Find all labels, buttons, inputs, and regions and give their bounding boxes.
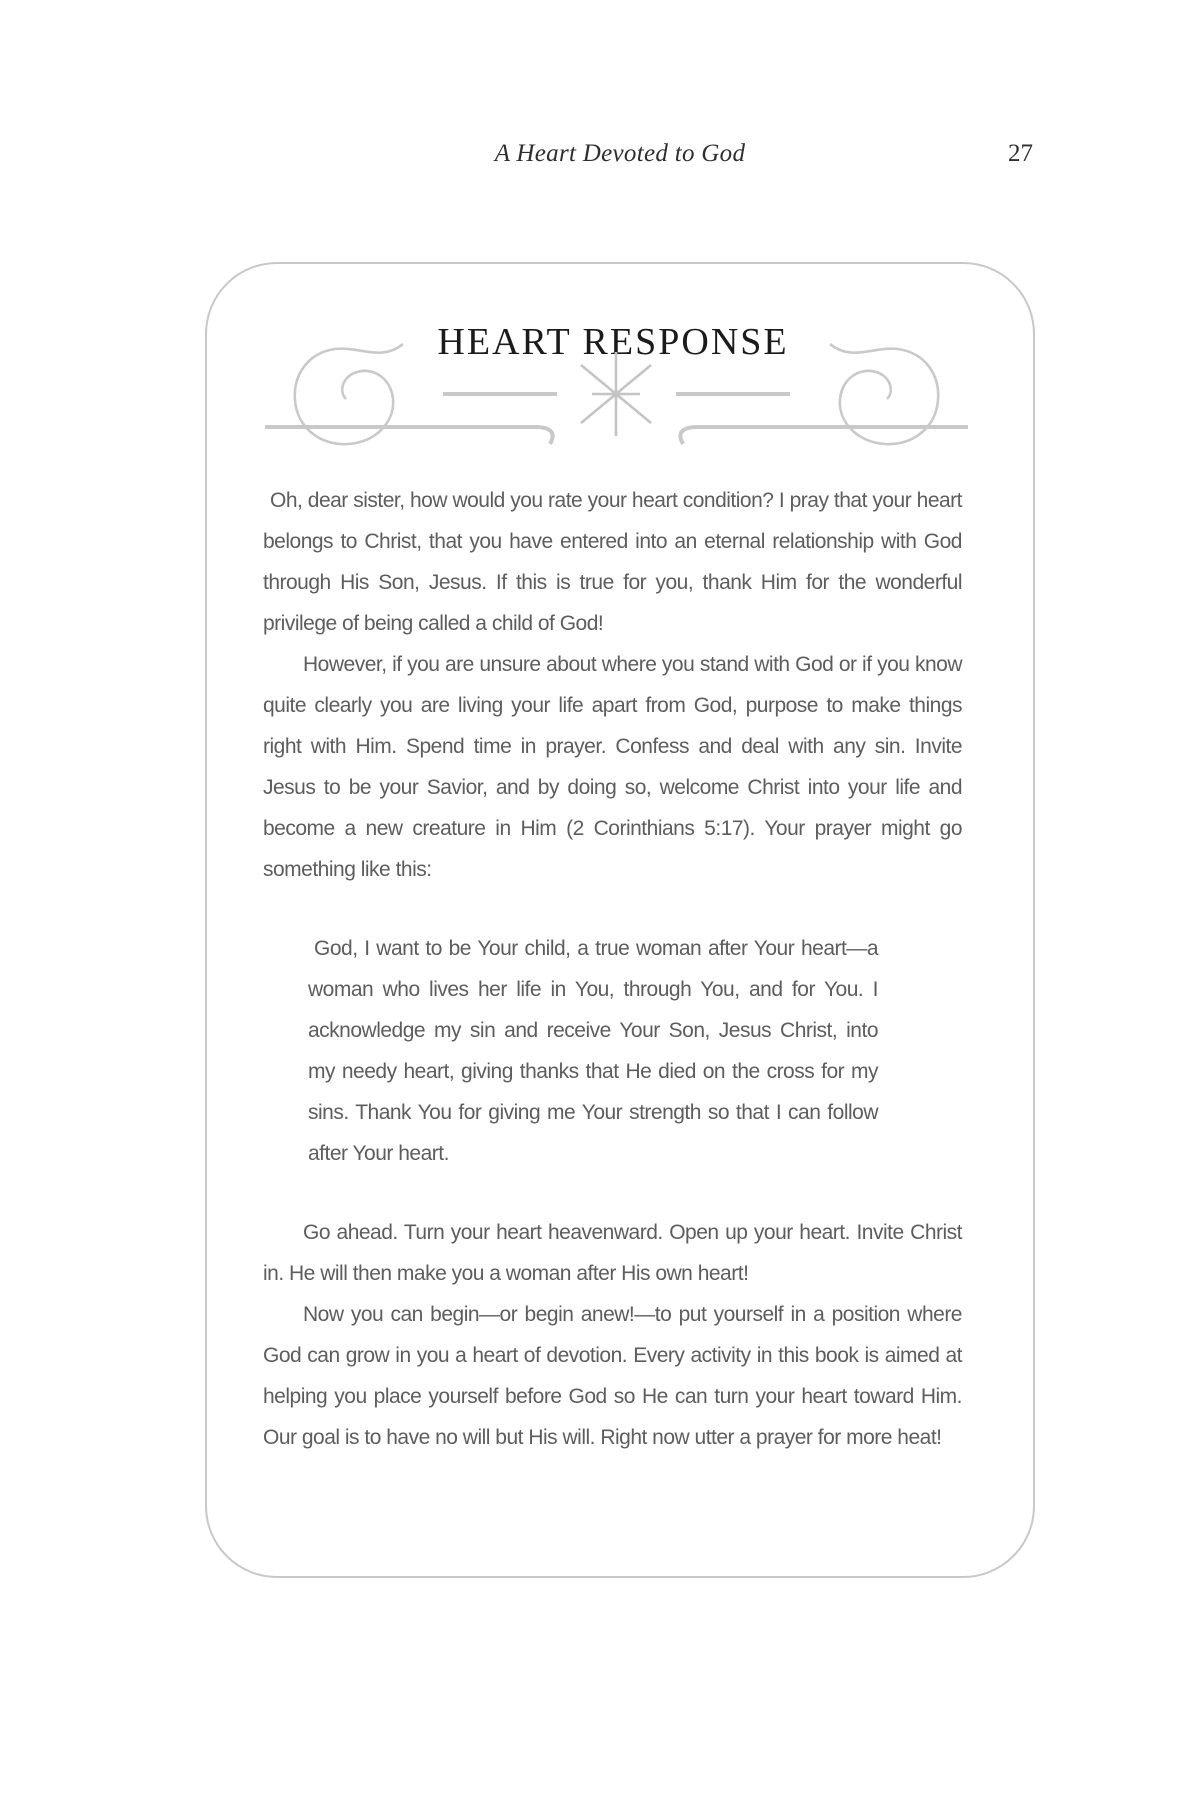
running-head-title: A Heart Devoted to God xyxy=(494,140,746,167)
heart-response-box xyxy=(205,262,1035,1578)
right-curl-icon xyxy=(830,344,938,444)
paragraph-closing: Now you can begin—or begin anew!—to put yourself in a position where God can grow in you a heart of devotion. Every activity in this book is aimed at helping you place yourself before God so He can turn your heart toward Him. Our goal is to have no will but His will. Right now utter a prayer for more heat! xyxy=(263,1303,962,1449)
flourish-ornament-icon xyxy=(263,338,970,460)
page-header xyxy=(205,140,1035,174)
prayer-quote: God, I want to be Your child, a true woman after Your heart—a woman who lives her life in You, through You, and for You. I acknowledge my sin and receive Your Son, Jesus Christ, into my needy heart, giving thanks that He died on the cross for my sins. Thank You for giving me Your strength so that I can follow after Your heart. xyxy=(308,937,878,1165)
left-curl-icon xyxy=(295,344,403,444)
star-icon xyxy=(581,352,651,436)
page-number: 27 xyxy=(1008,140,1033,167)
paragraph-intro: Oh, dear sister, how would you rate your heart condition? I pray that your heart belongs to Christ, that you have entered into an eternal relationship with God through His Son, Jesus. If this is true for you, thank Him for the wonderful privilege of being called a child of God! xyxy=(263,489,962,635)
section-title: HEART RESPONSE xyxy=(437,321,789,363)
paragraph-however: However, if you are unsure about where you stand with God or if you know quite clearly you are living your life apart from God, purpose to make things right with Him. Spend time in prayer. Confess and deal with any sin. Invite Jesus to be your Savior, and by doing so, welcome Christ into your life and become a new creature in Him (2 Corinthians 5:17). Your prayer might go something like this: xyxy=(263,653,962,881)
paragraph-go-ahead: Go ahead. Turn your heart heavenward. Open up your heart. Invite Christ in. He will then make you a woman after His own heart! xyxy=(263,1221,962,1285)
